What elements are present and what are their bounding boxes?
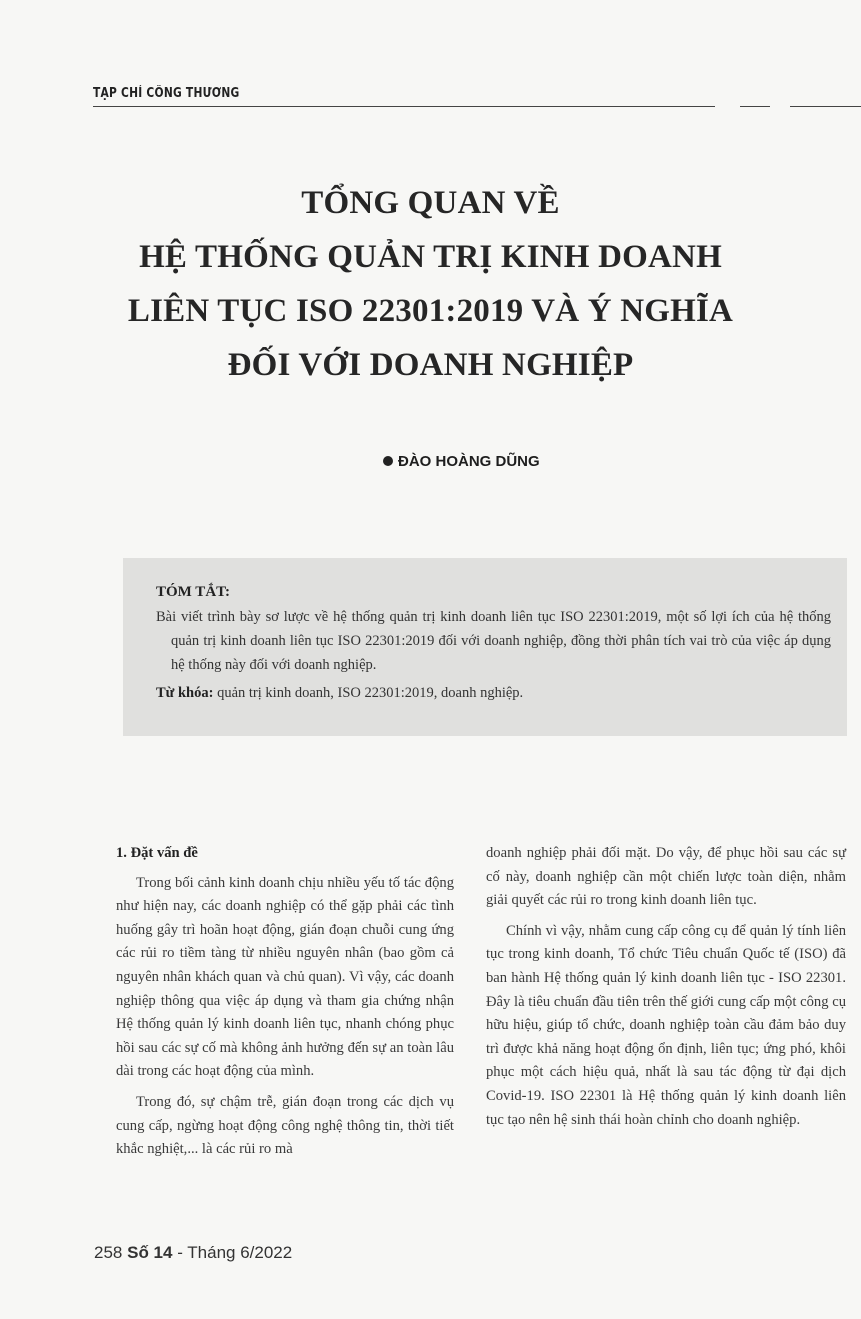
bullet-icon — [383, 456, 393, 466]
header-rule-segment — [790, 106, 861, 107]
left-column — [116, 842, 454, 1169]
journal-name: TẠP CHÍ CÔNG THƯƠNG — [93, 86, 240, 101]
header-rule-segment — [740, 106, 770, 107]
article-title — [0, 176, 861, 392]
body-paragraph: doanh nghiệp phải đối mặt. Do vậy, để phục hồi sau các sự cố này, doanh nghiệp cần một chiến lược toàn diện, nhằm giải quyết các rủi ro trong kinh doanh liên tục. — [486, 845, 846, 909]
header-rule — [93, 106, 715, 107]
section-heading: 1. Đặt vấn đề — [116, 845, 198, 861]
title-line: ĐỐI VỚI DOANH NGHIỆP — [227, 347, 634, 383]
abstract-box — [123, 558, 847, 736]
abstract-body: Bài viết trình bày sơ lược về hệ thống quản trị kinh doanh liên tục ISO 22301:2019, một số lợi ích của hệ thống quản trị kinh doanh liên tục ISO 22301:2019 đối với doanh nghiệp, đồng thời phân tích vai trò của việc áp dụng hệ thống này đối với doanh nghiệp. — [156, 609, 831, 673]
body-paragraph: Chính vì vậy, nhằm cung cấp công cụ để quản lý tính liên tục trong kinh doanh, Tổ chức Tiêu chuẩn Quốc tế (ISO) đã ban hành Hệ thống quản lý kinh doanh liên tục - ISO 22301. Đây là tiêu chuẩn đầu tiên trên thế giới cung cấp một công cụ hữu hiệu, giúp tổ chức, doanh nghiệp toàn cầu đảm bảo duy trì được khả năng hoạt động ổn định, liên tục; ứng phó, khôi phục một cách hiệu quả, nhất là sau tác động từ đại dịch Covid-19. ISO 22301 là Hệ thống quản lý kinh doanh liên tục tạo nên hệ sinh thái hoàn chỉnh cho doanh nghiệp. — [486, 922, 846, 1128]
page-footer — [94, 1243, 292, 1263]
abstract-heading: TÓM TẮT: — [156, 584, 231, 600]
abstract-text — [156, 605, 831, 677]
body-paragraph: Trong bối cảnh kinh doanh chịu nhiều yếu tố tác động như hiện nay, các doanh nghiệp có thể gặp phải các tình huống gây trì hoãn hoạt động, gián đoạn chuỗi cung ứng các rủi ro tiềm tàng từ nhiều nguyên nhân (bao gồm cả nguyên nhân khách quan và chủ quan). Vì vậy, các doanh nghiệp thông qua việc áp dụng và tham gia chứng nhận Hệ thống quản lý kinh doanh liên tục, nhanh chóng phục hồi sau các sự cố mà không ảnh hưởng đến sự an toàn lâu dài trong các hoạt động của mình. — [116, 874, 454, 1080]
issue-date: - Tháng 6/2022 — [172, 1243, 293, 1262]
keywords-list: quản trị kinh doanh, ISO 22301:2019, doanh nghiệp. — [213, 685, 524, 701]
keywords-line — [156, 685, 523, 702]
title-line: HỆ THỐNG QUẢN TRỊ KINH DOANH — [139, 239, 722, 275]
body-paragraph: Trong đó, sự chậm trễ, gián đoạn trong các dịch vụ cung cấp, ngừng hoạt động công nghệ thông tin, thời tiết khắc nghiệt,... là các rủi ro mà — [116, 1093, 454, 1158]
title-line: TỔNG QUAN VỀ — [301, 185, 560, 221]
right-column — [486, 842, 846, 1139]
author-name: ĐÀO HOÀNG DŨNG — [398, 453, 540, 470]
title-line: LIÊN TỤC ISO 22301:2019 VÀ Ý NGHĨA — [127, 293, 734, 329]
author-byline — [383, 453, 540, 470]
keywords-label: Từ khóa: — [156, 685, 214, 701]
page-number: 258 — [94, 1243, 123, 1262]
issue-number: Số 14 — [127, 1243, 173, 1262]
